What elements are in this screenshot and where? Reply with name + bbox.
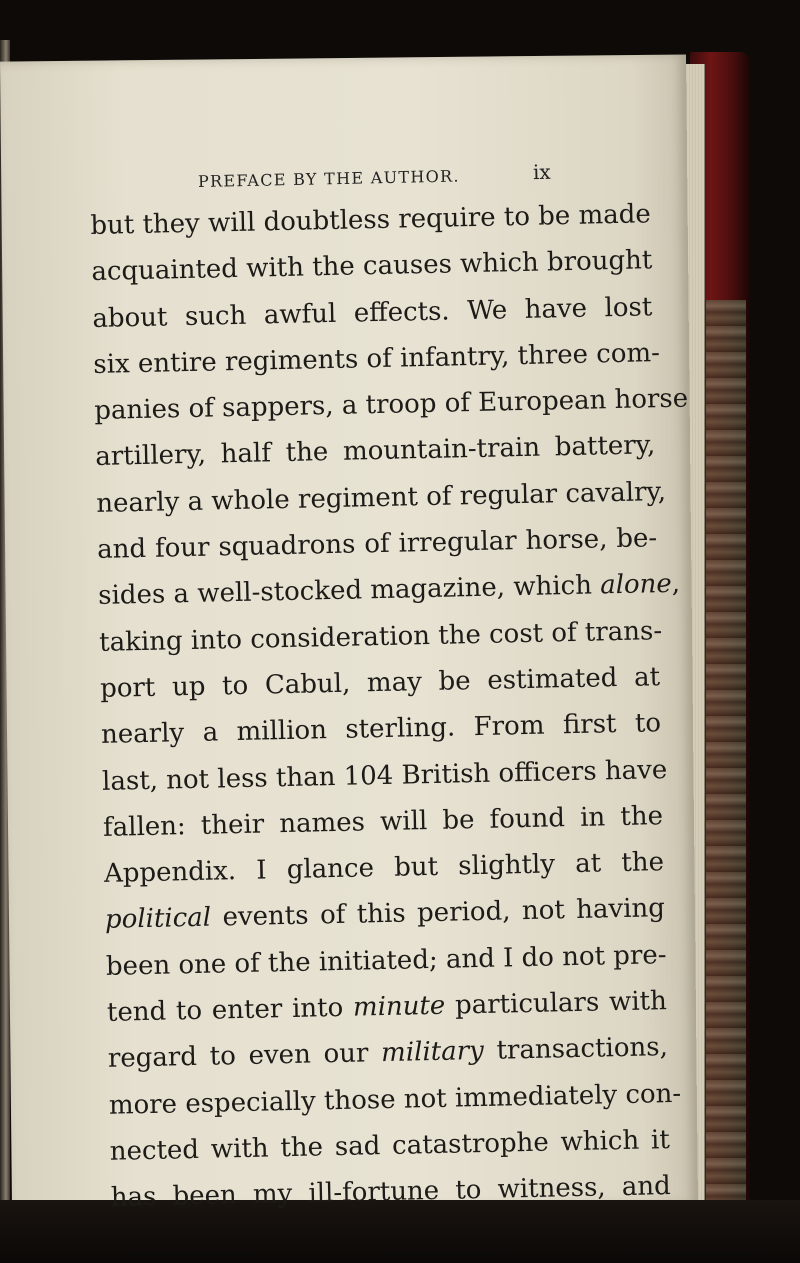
text-run: nected with the sad catastrophe which it: [109, 1125, 671, 1167]
italic-text: military: [380, 1036, 485, 1069]
page-number: ix: [532, 159, 551, 185]
text-run: ,: [671, 569, 681, 600]
text-run: panies of sappers, a troop of European horse: [94, 383, 689, 427]
text-run: nearly a million sterling. From first to: [100, 708, 662, 751]
text-run: Appendix. I glance but slightly at the: [103, 847, 665, 890]
text-run: regard to even our: [107, 1038, 382, 1075]
text-run: last, not less than 104 British officers have: [101, 754, 668, 797]
running-head: PREFACE BY THE AUTHOR.: [197, 166, 460, 191]
text-run: has been my ill-fortune to witness, and: [110, 1171, 672, 1214]
text-run: events of this period, not having: [210, 893, 666, 934]
italic-text: political: [104, 903, 212, 936]
text-run: port up to Cabul, may be estimated at: [99, 662, 661, 704]
text-run: transactions,: [483, 1032, 669, 1067]
text-run: and four squadrons of irregular horse, be-: [96, 523, 658, 565]
text-run: but they will doubtless require to be made: [90, 199, 652, 241]
text-run: tend to enter into: [106, 992, 354, 1028]
text-run: artillery, half the mountain-train battery,: [95, 430, 656, 473]
cover-decoration: [706, 300, 746, 1200]
text-run: about such awful effects. We have lost: [92, 291, 653, 334]
italic-text: alone: [599, 569, 673, 601]
text-run: been one of the initiated; and I do not pre-: [105, 939, 667, 982]
text-run: six entire regiments of infantry, three com-: [93, 337, 661, 380]
text-run: more especially those not immediately con-: [108, 1078, 682, 1121]
text-run: particulars with: [444, 986, 668, 1021]
text-run: acquainted with the causes which brought: [91, 245, 653, 288]
text-run: taking into consideration the cost of trans-: [98, 615, 663, 658]
text-run: nearly a whole regiment of regular cavalry,: [95, 476, 667, 519]
text-run: sides a well-stocked magazine, which: [97, 570, 601, 612]
body-text: [90, 191, 689, 1221]
italic-text: minute: [352, 990, 446, 1023]
text-run: fallen: their names will be found in the: [102, 800, 664, 843]
